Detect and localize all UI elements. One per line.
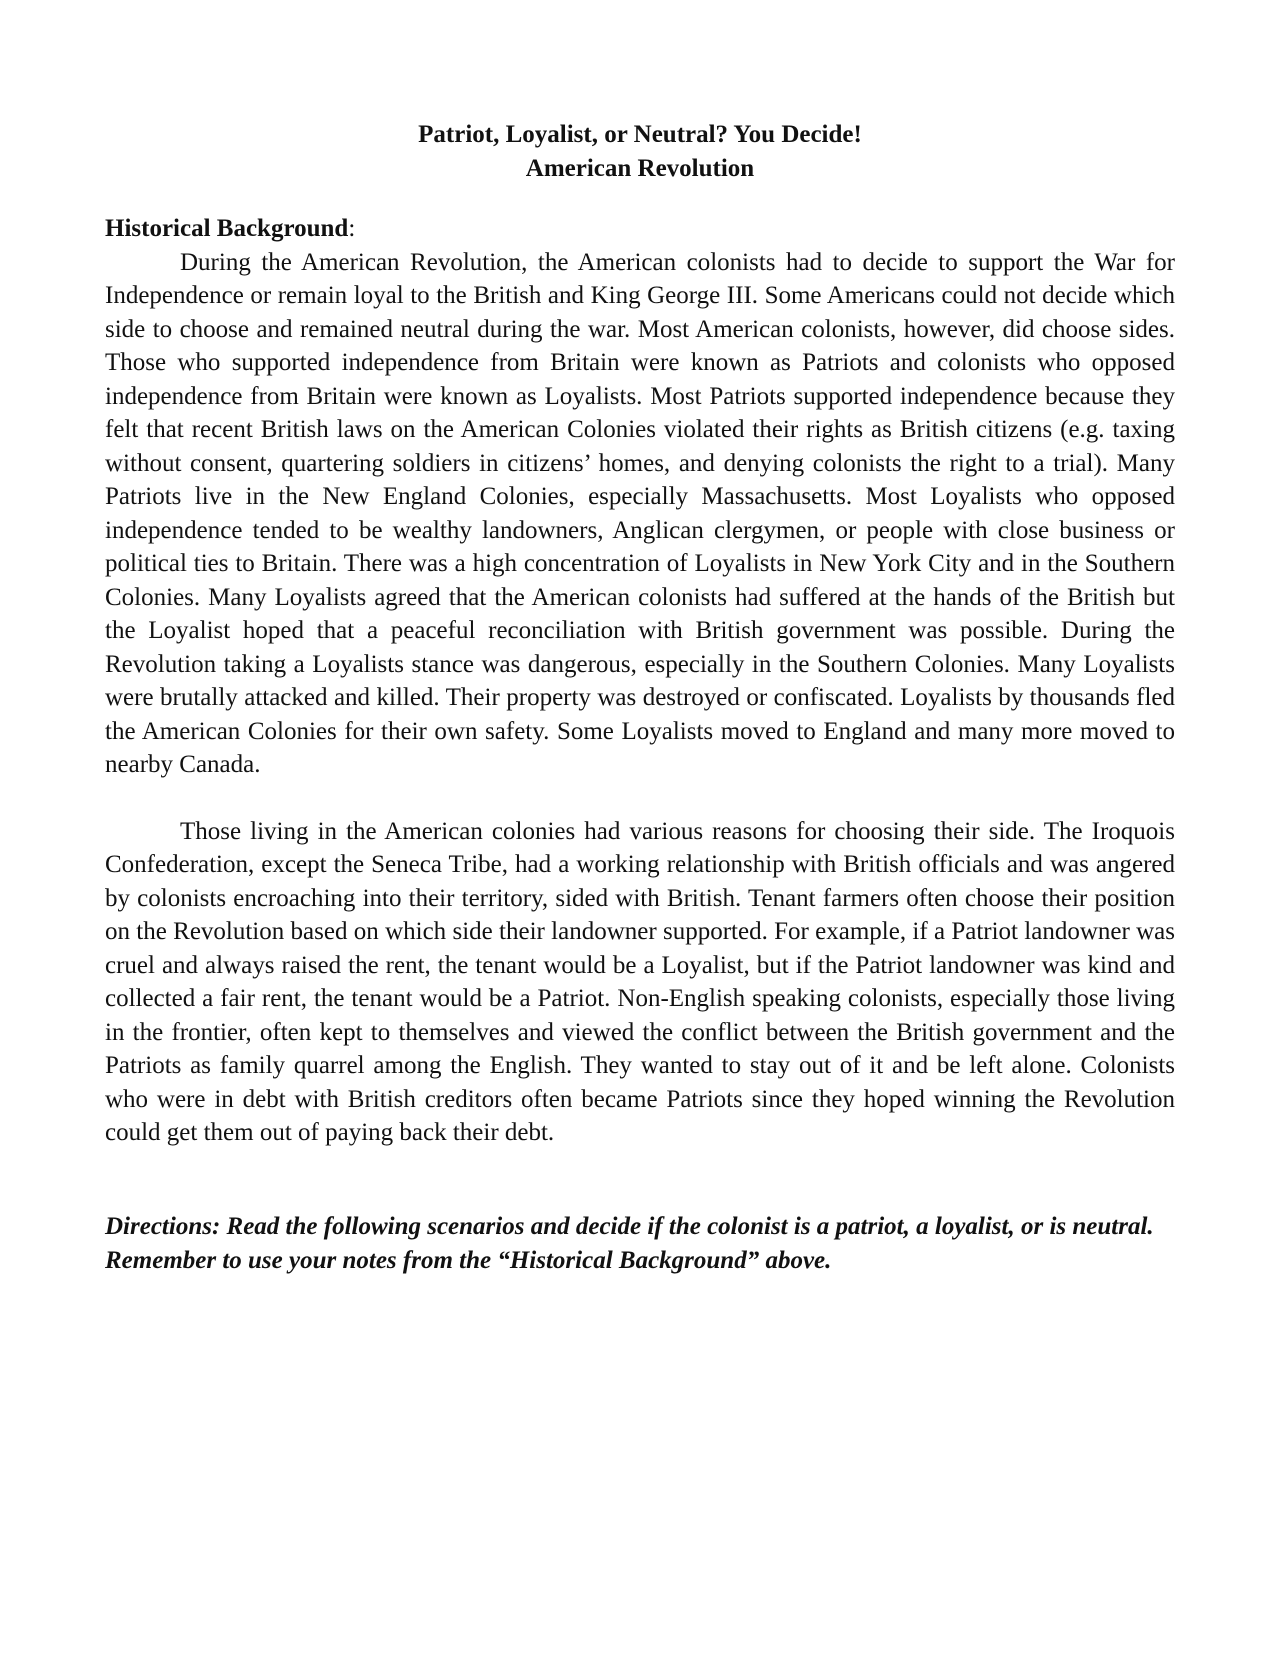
background-paragraph-1: During the American Revolution, the American colonists had to decide to support the War for Independence or remain loyal to the British and King George III. Some Americans could not decide which side to choose and remained neutral during the war. Most American colonists, however, did choose sides. Those who supported independence from Britain were known as Patriots and colonists who opposed independence from Britain were known as Loyalists. Most Patriots supported independence because they felt that recent British laws on the American Colonies violated their rights as British citizens (e.g. taxing without consent, quartering soldiers in citizens’ homes, and denying colonists the right to a trial). Many Patriots live in the New England Colonies, especially Massachusetts. Most Loyalists who opposed independence tended to be wealthy landowners, Anglican clergymen, or people with close business or political ties to Britain. There was a high concentration of Loyalists in New York City and in the Southern Colonies. Many Loyalists agreed that the American colonists had suffered at the hands of the British but the Loyalist hoped that a peaceful reconciliation with British government was possible. During the Revolution taking a Loyalists stance was dangerous, especially in the Southern Colonies. Many Loyalists were brutally attacked and killed. Their property was destroyed or confiscated. Loyalists by thousands fled the American Colonies for their own safety. Some Loyalists moved to England and many more moved to nearby Canada. <box>105 248 1175 778</box>
title-line-2: American Revolution <box>525 155 755 182</box>
document-page <box>105 118 1175 1278</box>
section-heading-colon: : <box>348 215 356 242</box>
section-heading <box>105 212 1175 246</box>
background-paragraph-2: Those living in the American colonies had various reasons for choosing their side. The Iroquois Confederation, except the Seneca Tribe, had a working relationship with British officials and was angered by colonists encroaching into their territory, sided with British. Tenant farmers often choose their position on the Revolution based on which side their landowner supported. For example, if a Patriot landowner was cruel and always raised the rent, the tenant would be a Loyalist, but if the Patriot landowner was kind and collected a fair rent, the tenant would be a Patriot. Non-English speaking colonists, especially those living in the frontier, often kept to themselves and viewed the conflict between the British government and the Patriots as family quarrel among the English. They wanted to stay out of it and be left alone. Colonists who were in debt with British creditors often became Patriots since they hoped winning the Revolution could get them out of paying back their debt. <box>105 817 1175 1146</box>
page-title <box>105 118 1175 186</box>
section-heading-text: Historical Background <box>105 215 349 242</box>
directions-text: Directions: Read the following scenarios and decide if the colonist is a patriot, a loyalist, or is neutral. Remember to use your notes from the “Historical Background” above. <box>105 1212 1154 1274</box>
title-line-1: Patriot, Loyalist, or Neutral? You Decide! <box>418 121 862 148</box>
